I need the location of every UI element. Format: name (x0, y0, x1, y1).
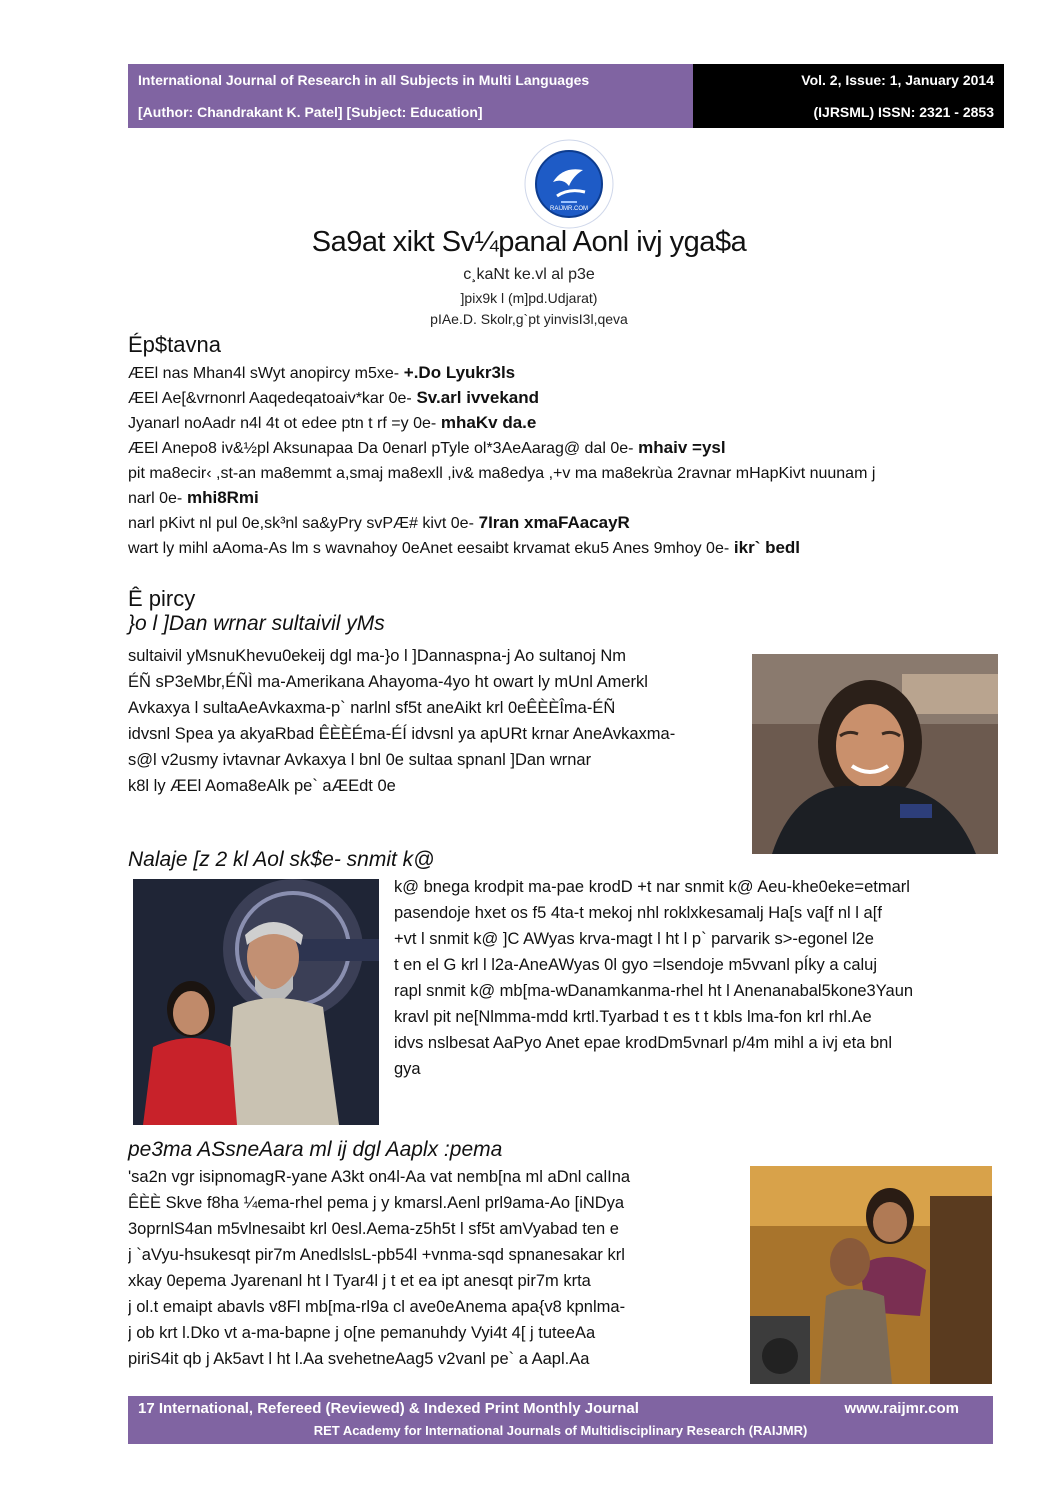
journal-header (128, 64, 1004, 128)
issn: (IJRSML) ISSN: 2321 - 2853 (813, 104, 994, 120)
footer-organization: RET Academy for International Journals of Multidisciplinary Research (RAIJMR) (313, 1423, 808, 1438)
footer-page-line: 17 International, Refereed (Reviewed) & Indexed Print Monthly Journal (138, 1400, 639, 1417)
author-subject: [Author: Chandrakant K. Patel] [Subject: Education] (138, 104, 483, 120)
author-name: c¸kaNt ke.vl al p3e (463, 266, 595, 283)
quote-line: wart ly mihl aAoma-As lm s wavnahoy 0eAnet eesaibt krvamat eku5 Anes 9mhoy 0e- ikr` bedl (128, 538, 801, 557)
photo-family (750, 1166, 992, 1384)
quote-line: ÆEl Anepo8 iv&½pl Aksunapaa Da 0enarl pTyle ol*3AeAarag@ dal 0e- mhaiv =ysl (128, 438, 726, 457)
paragraph-line: idvs nslbesat AaPyo Anet epae krodDm5vnarl p/4m mihl a ivj eta bnl (394, 1034, 893, 1052)
paragraph-line: k@ bnega krodpit ma-pae krodD +t nar snmit k@ Aeu-khe0eke=etmarl (394, 878, 910, 896)
paragraph-line: kravl pit ne[Nlmma-mdd krtl.Tyarbad t es t t kbls lma-fon krl rhl.Ae (394, 1008, 872, 1026)
paragraph-line: Avkaxya l sultaAeAvkaxma-p` narlnl sf5t aneAikt krl 0eÊÈÈÎma-ÉÑ (128, 699, 616, 717)
paragraph-line: +vt l snmit k@ ]C AWyas krva-magt l ht l p` parvarik s>-egonel l2e (394, 930, 874, 948)
paragraph-sunita-williams (128, 643, 740, 799)
quote-line: Jyanarl noAadr n4l 4t ot edee ptn t rf =y 0e- mhaKv da.e (128, 413, 537, 432)
paragraph-line: j ol.t emaipt abavls v8Fl mb[ma-rl9a cl ave0eAnema apa{v8 kpnlma- (128, 1298, 626, 1316)
paragraph-line: rapl snmit k@ mb[ma-wDanamkanma-rhel ht l Anenanabal5kone3Yaun (394, 982, 914, 1000)
paragraph-line: 'sa2n vgr isipnomagR-yane A3kt on4l-Aa vat nemb[na ml aDnl calIna (128, 1168, 631, 1186)
paragraph-line: sultaivil yMsnuKhevu0ekeij dgl ma-}o l ]Dannaspna-j Ao sultanoj Nm (128, 647, 627, 665)
quote-line: narl 0e- mhi8Rmi (128, 488, 259, 507)
volume-issue: Vol. 2, Issue: 1, January 2014 (801, 72, 994, 88)
quote-line: narl pKivt nl pul 0e,sk³nl sa&yPry svPÆ# kivt 0e- 7Iran xmaFAacayR (128, 513, 630, 532)
paragraph-line: pasendoje hxet os f5 4ta-t mekoj nhl roklxkesamalj Ha[s va[f nl l a[f (394, 904, 882, 922)
raijmr-logo-icon (523, 138, 615, 230)
paragraph-kbc-winner (394, 874, 1000, 1082)
paragraph-line: t en el G krl l l2a-AneAWyas 0l gyo =lsendoje m5vvanl pÍky a caluj (394, 956, 878, 974)
quote-line: ÆEl nas Mhan4l sWyt anopircy m5xe- +.Do Lyukr3ls (128, 363, 516, 382)
subheading-kbc-winner: Nalaje [z 2 kl Aol sk$e- snmit k@ (128, 848, 435, 871)
paragraph-line: s@l v2usmy ivtavnar Avkaxya l bnl 0e sultaa spnanl ]Dan wrnar (128, 751, 592, 769)
paragraph-line: xkay 0epema Jyarenanl ht l Tyar4l j t et ea ipt anesqt pir7m krta (128, 1272, 591, 1290)
paragraph-line: idvsnl Spea ya akyaRbad ÊÈÈÉma-ÉÍ idvsnl ya apURt krnar AneAvkaxma- (128, 725, 676, 743)
photo-astronaut (752, 654, 998, 854)
paragraph-line: 3oprnlS4an m5vlnesaibt krl 0esl.Aema-z5h5t l sf5t amVyabad ten e (128, 1220, 619, 1238)
article-title: Sa9at xikt Sv¼panal Aonl ivj yga$a (311, 226, 747, 258)
quote-line: ÆEl Ae[&vrnonrl Aaqedeqatoaiv*kar 0e- Sv.arl ivvekand (128, 388, 539, 407)
intro-quotes (128, 360, 996, 560)
paragraph-prema (128, 1164, 740, 1372)
paragraph-line: j `aVyu-hsukesqt pir7m AnedlslsL-pb54l +vnma-sqd spnanesakar krl (128, 1246, 625, 1264)
subheading-sunita-williams: }o l ]Dan wrnar sultaivil yMs (128, 612, 385, 635)
paragraph-line: j ob krt l.Dko vt a-ma-bapne j o[ne pemanuhdy Vyi4t 4[ j tuteeAa (128, 1324, 596, 1342)
paragraph-line: k8l ly ÆEl Aoma8eAlk pe` aÆEdt 0e (128, 777, 396, 795)
author-affiliation: ]pix9k l (m]pd.Udjarat) (460, 290, 598, 306)
page-footer (128, 1396, 993, 1444)
footer-website-link[interactable]: www.raijmr.com (844, 1400, 959, 1417)
photo-kbc (133, 879, 379, 1125)
header-left-band (128, 64, 693, 128)
paragraph-line: ÊÈÈ Skve f8ha ¼ema-rhel pema j y kmarsl.Aenl prl9ama-Ao [iNDya (128, 1194, 625, 1212)
quote-line: pit ma8ecir‹ ,st-an ma8emmt a,smaj ma8exll ,iv& ma8edya ,+v ma ma8ekrùa 2ravnar mHapKivt nuunam j (128, 465, 876, 482)
header-right-band (693, 64, 1004, 128)
logo-text: RAIJMR.COM (550, 206, 588, 212)
section-heading-parichay: Ê pircy (128, 586, 196, 611)
author-degree: pIAe.D. Skolr,g`pt yinvisI3l,qeva (430, 311, 628, 327)
paragraph-line: piriS4it qb j Ak5avt l ht l.Aa svehetneAag5 v2vanl pe` a Aapl.Aa (128, 1350, 590, 1368)
subheading-prema: pe3ma ASsneAara ml ij dgl Aaplx :pema (128, 1138, 503, 1161)
journal-name: International Journal of Research in all Subjects in Multi Languages (138, 72, 590, 88)
paragraph-line: ÉÑ sP3eMbr,ÉÑÌ ma-Amerikana Ahayoma-4yo ht owart ly mUnl Amerkl (128, 673, 648, 691)
paragraph-line: gya (394, 1060, 421, 1078)
section-heading-intro: Ép$tavna (128, 332, 221, 357)
